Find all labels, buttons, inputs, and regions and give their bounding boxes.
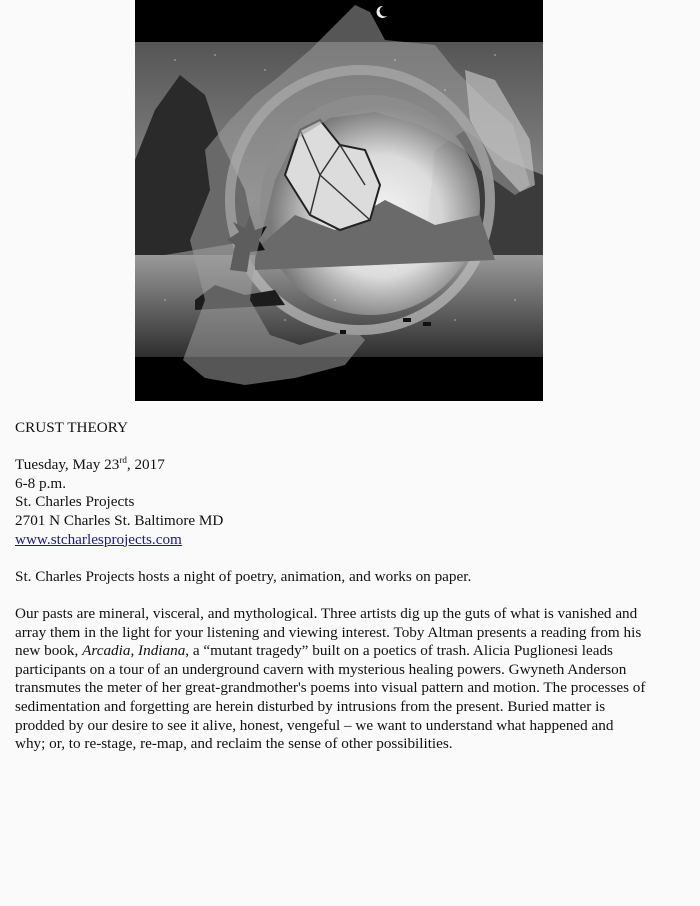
book-title: Arcadia, Indiana [82,642,186,660]
description-line: array them in the light for your listening and viewing interest. Toby Altman presents a reading from his [15,623,642,641]
description-line: Our pasts are mineral, visceral, and mythological. Three artists dig up the guts of what is vanished and [15,604,638,622]
event-details [15,419,687,754]
event-poster-image [135,0,543,401]
description-line: new book, Arcadia, Indiana, a “mutant tragedy” built on a poetics of trash. Alicia Puglionesi leads [15,642,613,660]
description-line: participants on a tour of an underground cavern with mysterious healing powers. Gwyneth Anderson [15,660,627,678]
description-line: why; or, to re-stage, re-map, and reclaim the sense of other possibilities. [15,735,453,753]
event-title: CRUST THEORY [15,419,128,436]
intro-paragraph: St. Charles Projects hosts a night of poetry, animation, and works on paper. [15,567,472,585]
description-line: sedimentation and forgetting are herein disturbed by intrusions from the present. Buried matter is [15,697,606,715]
description-paragraph [15,605,687,754]
event-address: 2701 N Charles St. Baltimore MD [15,511,224,529]
event-time: 6-8 p.m. [15,474,67,492]
description-line: prodded by our desire to see it alive, honest, vengeful – we want to understand what happened and [15,716,614,734]
event-date: Tuesday, May 23rd, 2017 [15,455,165,474]
event-venue: St. Charles Projects [15,493,135,511]
description-line: transmutes the meter of her great-grandmother's poems into visual pattern and motion. The processes of [15,679,646,697]
website-link[interactable]: www.stcharlesprojects.com [15,530,182,548]
